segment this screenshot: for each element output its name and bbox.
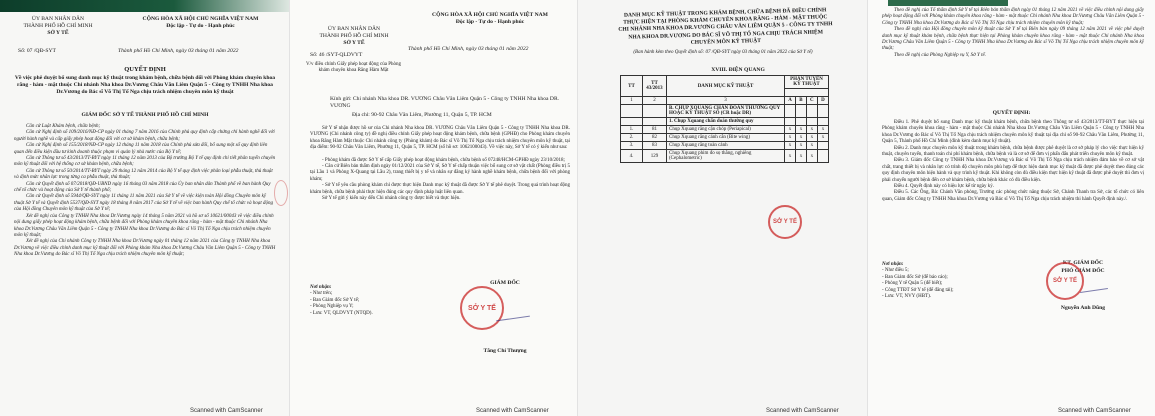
document-page-2	[290, 0, 578, 416]
paragraph: - Căn cứ Biên bản thẩm định ngày 01/12/2021 của Sở Y tế, Sở Y tế chấp thuận việc bổ sung cơ sở vật chất (Phòng điều trị 5 tại Lầu 1 và Phòng X-Quang tại Lầu 2), trang thiết bị y tế và nhân sự đăng ký hành nghề khám bệnh, chữa bệnh đối với phòng khám;	[310, 164, 570, 182]
national-motto: Độc lập - Tự do - Hạnh phúc	[166, 23, 235, 30]
header-left-line: SỞ Y TẾ	[343, 40, 365, 47]
document-page-4	[868, 0, 1155, 416]
sub-header: 2	[643, 97, 667, 105]
recipient-item: - Như trên;	[310, 291, 333, 297]
document-page-1	[0, 0, 290, 416]
paragraph: Căn cứ Thông tư số 50/2014/TT-BYT ngày 29 tháng 12 năm 2014 của Bộ Y tế quy định việc phân loại phẫu thuật, thủ thuật và định mức nhân lực trong từng ca phẫu thuật, thủ thuật;	[14, 168, 273, 181]
national-motto: Độc lập - Tự do - Hạnh phúc	[455, 19, 525, 26]
letter-subject: V/v điều chỉnh Giấy phép hoạt động của Phòng khám chuyên khoa Răng Hàm Mặt	[306, 62, 401, 74]
paragraph: Xét đề nghị của Công ty TNHH Nha khoa Dr.Vương ngày 14 tháng 5 năm 2021 và hồ sơ số 10621/00043 về việc điều chỉnh nội dung giấy phép hoạt động khám bệnh, chữa bệnh đối với Phòng khám chuyên khoa răng - hàm - mặt thuộc Chi nhánh Nha khoa Dr.Vương Châu Văn Liêm Quận 5 - Công ty TNHH Nha khoa Dr.Vương do Bác sĩ Võ Thị Tố Nga chịu trách nhiệm chuyên môn kỹ thuật;	[14, 213, 274, 238]
signer-name: Nguyễn Anh Dũng	[1060, 305, 1106, 311]
header-left-line: ỦY BAN NHÂN DÂN	[31, 16, 85, 22]
seal-text: SỞ Y TẾ	[773, 219, 797, 225]
table-row: 4. 129 Chụp Xquang phim đo sọ thẳng, nghiêng (Cephalometric) x x x	[621, 150, 829, 163]
table-row: 1. 81 Chụp Xquang răng cận chóp (Periapical) x x x x	[621, 126, 829, 134]
annex-reference: (Ban hành kèm theo Quyết định số: 07 /QĐ-SYT ngày 03 tháng 01 năm 2022 của Sở Y tế)	[633, 50, 813, 55]
signer-name: Tăng Chí Thượng	[483, 348, 527, 354]
official-seal	[460, 286, 504, 330]
header-left-line: THÀNH PHỐ HỒ CHÍ MINH	[319, 33, 389, 40]
header-left-line: THÀNH PHỐ HỒ CHÍ MINH	[23, 23, 93, 30]
decision-heading: QUYẾT ĐỊNH:	[992, 110, 1031, 116]
header-left-line: SỞ Y TẾ	[47, 30, 69, 37]
paragraph: Sở Y tế nhận được hồ sơ của Chi nhánh Nha khoa DR. VƯƠNG Châu Văn Liêm Quận 5 - Công ty TNHH Nha khoa DR. VƯƠNG (Chi nhánh công ty) đề nghị điều chỉnh Giấy phép hoạt động khám bệnh, chữa bệnh (GPHĐ) cho Phòng khám chuyên khoa Răng Hàm Mặt thuộc Chi nhánh công ty (Phòng khám) do Bác sĩ Võ Thị Tố Nga chịu trách nhiệm chuyên môn kỹ thuật, tại địa điểm: 90-92 Châu Văn Liêm, Phường 11, Quận 5, TP. HCM (số hồ sơ: 1062100043). Về việc này, Sở Y tế có ý kiến như sau:	[310, 126, 570, 151]
recipient-item: - Ban Giám đốc Sở (để báo cáo);	[882, 274, 948, 280]
paragraph: Căn cứ Quyết định số 07/2018/QĐ-UBND ngày 16 tháng 03 năm 2018 của Ủy ban nhân dân Thành phố về ban hành Quy chế tổ chức và hoạt động của Sở Y tế thành phố;	[14, 181, 271, 194]
paragraph: - Sở Y tế yêu cầu phòng khám chỉ được thực hiện Danh mục kỹ thuật đã được Sở Y tế phê duyệt. Trong quá trình hoạt động khám bệnh, chữa bệnh phải thực hiện đúng các quy định pháp luật liên quan.	[310, 183, 570, 195]
header-right	[118, 16, 283, 30]
header-left-line: ỦY BAN NHÂN DÂN	[327, 26, 381, 32]
recipients-list	[310, 285, 420, 317]
col-header: TT 43/2013	[643, 76, 667, 97]
paragraph: - Phòng khám đã được Sở Y tế cấp Giấy phép hoạt động khám bệnh, chữa bệnh số 07248/HCM-GPHĐ ngày 23/10/2018;	[322, 157, 565, 163]
recipients-title: Nơi nhận:	[310, 285, 332, 290]
sub-header: B	[796, 97, 807, 105]
paragraph: Căn cứ Luật Khám bệnh, chữa bệnh;	[26, 124, 101, 129]
document-number: Số: 07 /QĐ-SYT	[18, 48, 56, 54]
paragraph: Xét đề nghị của Chi nhánh Công ty TNHH Nha khoa Dr.Vương ngày 01 tháng 12 năm 2021 của Công ty TNHH Nha khoa Dr.Vương về việc điều chỉnh danh mục kỹ thuật đối với Phòng khám Nha khoa Dr.Vương Châu Văn Liêm Quận 5 - Công ty TNHH Nha khoa Dr.Vương do Bác sĩ Võ Thị Tố Nga chịu trách nhiệm chuyên môn kỹ thuật;	[14, 239, 276, 258]
document-title: QUYẾT ĐỊNH	[124, 66, 166, 73]
decision-articles	[882, 120, 1144, 203]
scan-edge-band	[888, 0, 1008, 6]
signer-title: PHÓ GIÁM ĐỐC	[1061, 268, 1105, 274]
paragraph: Sở Y tế gửi ý kiến này đến Chi nhánh công ty được biết và thực hiện.	[322, 196, 461, 202]
recipient-item: - Ban Giám đốc Sở Y tế;	[310, 297, 360, 303]
col-header: PHÂN TUYẾN KỸ THUẬT	[785, 76, 829, 89]
national-title: CỘNG HÒA XÃ HỘI CHỦ NGHĨA VIỆT NAM	[142, 16, 259, 22]
signature	[1080, 288, 1108, 293]
recipient-item: - Lưu: VT, QLDVYT (NTQD).	[310, 310, 373, 316]
scanner-watermark: Scanned with CamScanner	[1058, 408, 1131, 414]
recipient-item: - Công TTĐT Sở Y tế (để đăng tải);	[882, 287, 954, 293]
paragraph: Căn cứ Nghị định số 109/2016/NĐ-CP ngày 01 tháng 7 năm 2016 của Chính phủ quy định cấp chứng chỉ hành nghề đối với người hành nghề và cấp giấy phép hoạt động đối với cơ sở khám bệnh, chữa bệnh;	[14, 130, 275, 142]
recipients-list	[882, 262, 992, 300]
table-row: 2. 82 Chụp Xquang răng cánh cắn (Bite wing) x x x x	[621, 134, 829, 142]
table-group: B. CHỤP XQUANG CHẨN ĐOÁN THƯỜNG QUY HOẶC KỸ THUẬT SỐ (CR hoặc DR)	[667, 105, 785, 118]
letter-body	[310, 126, 570, 202]
document-subtitle: Về việc phê duyệt bổ sung danh mục kỹ thuật trong khám bệnh, chữa bệnh đối với Phòng khám chuyên khoa răng - hàm - mặt thuộc Chi nhánh Nha khoa Dr.Vương Châu Văn Liêm Quận 5 - Công ty TNHH Nha khoa Dr.Vương do Bác sĩ Võ Thị Tố Nga chịu trách nhiệm chuyên môn kỹ thuật	[14, 75, 276, 96]
paragraph: Theo đề nghị của Hội đồng chuyên môn kỹ thuật của Sở Y tế tại Biên bản ngày 09 tháng 12 năm 2021 về việc phê duyệt danh mục kỹ thuật khám bệnh, chữa bệnh thực hiện tại Phòng khám chuyên khoa răng - hàm - mặt thuộc Chi nhánh Nha khoa Dr.Vương Châu Văn Liêm Quận 5 - Công ty TNHH Nha khoa Dr.Vương do Bác sĩ Võ Thị Tố Nga chịu trách nhiệm chuyên môn kỹ thuật;	[882, 27, 1144, 52]
table-group: 1. Chụp Xquang chẩn đoán thường quy	[667, 118, 785, 126]
document-number: Số: 46 /SYT-QLDVYT	[310, 52, 363, 58]
sub-header: A	[785, 97, 796, 105]
col-header: DANH MỤC KỸ THUẬT	[667, 76, 785, 97]
sub-header: C	[806, 97, 817, 105]
scan-edge-band	[0, 0, 290, 12]
sub-header: 3	[667, 97, 785, 105]
paragraph: Căn cứ Thông tư số 43/2013/TT-BYT ngày 11 tháng 12 năm 2013 của Bộ trưởng Bộ Y tế quy định chi tiết phân tuyến chuyên môn kỹ thuật đối với hệ thống cơ sở khám bệnh, chữa bệnh;	[14, 156, 276, 168]
recipient-item: - Lưu: VT, NVY (HBT).	[882, 294, 931, 300]
official-seal	[1046, 262, 1084, 300]
col-header: TT	[621, 76, 643, 97]
document-date: Thành phố Hồ Chí Minh, ngày 03 tháng 01 năm 2022	[408, 46, 529, 52]
article: Điều 1. Phê duyệt bổ sung Danh mục kỹ thuật khám bệnh, chữa bệnh theo Thông tư số 43/2013/TT-BYT thực hiện tại Phòng khám chuyên khoa răng - hàm - mặt thuộc Chi nhánh Nha khoa Dr.Vương Châu Văn Liêm Quận 5 - Công ty TNHH Nha khoa Dr.Vương do Bác sĩ Võ Thị Tố Nga chịu trách nhiệm chuyên môn kỹ thuật tại địa chỉ số 90-92 Châu Văn Liêm, Phường 11, Quận 5, Thành phố Hồ Chí Minh (đính kèm danh mục kỹ thuật).	[882, 120, 1144, 145]
document-date: Thành phố Hồ Chí Minh, ngày 03 tháng 01 năm 2022	[118, 48, 239, 54]
seal-text: SỞ Y TẾ	[468, 304, 496, 312]
paragraph: Căn cứ Nghị định số 155/2018/NĐ-CP ngày 12 tháng 11 năm 2018 của Chính phủ sửa đổi, bổ sung một số quy định liên quan đến điều kiện đầu tư kinh doanh thuộc phạm vi quản lý nhà nước của Bộ Y tế;	[14, 143, 268, 155]
sub-header: D	[817, 97, 828, 105]
paragraph: Căn cứ Quyết định số 5944/QĐ-SYT ngày 11 tháng 11 năm 2021 của Sở Y tế về việc kiện toàn Hội đồng Chuyên môn kỹ thuật Sở Y tế và Quyết định 5537/QĐ-SYT ngày 18 tháng 8 năm 2017 của Sở Y tế về việc ban hành Quy chế tổ chức và hoạt động của Hội đồng Chuyên môn kỹ thuật của Sở Y tế;	[14, 194, 274, 213]
letter-recipient: Kính gửi: Chi nhánh Nha khoa DR. VƯƠNG Châu Văn Liêm Quận 5 - Công ty TNHH Nha khoa DR. VƯƠNG	[330, 96, 560, 110]
official-seal	[768, 205, 802, 239]
issuing-authority: GIÁM ĐỐC SỞ Y TẾ THÀNH PHỐ HỒ CHÍ MINH	[81, 112, 209, 118]
scanner-watermark: Scanned with CamScanner	[766, 408, 839, 414]
document-page-3	[578, 0, 868, 416]
article: Điều 2. Danh mục chuyên môn kỹ thuật trong khám bệnh, chữa bệnh được phê duyệt là cơ sở pháp lý cho việc thực hiện kỹ thuật, chuyên tuyến, thanh toán chi phí khám bệnh, chữa bệnh và là cơ sở để đơn vị phấn đấu phát triển chuyên môn kỹ thuật.	[882, 145, 1144, 158]
article: Điều 3. Giám đốc Công ty TNHH Nha khoa Dr.Vương và Bác sĩ Võ Thị Tố Nga chịu trách nhiệm đảm bảo về cơ sở vật chất, trang thiết bị và nhân lực có trình độ chuyên môn phù hợp để thực hiện danh mục kỹ thuật đã được phê duyệt theo đúng các quy định chuyên môn hiện hành và quy trình kỹ thuật. Khi không còn đủ điều kiện thực hiện kỹ thuật đã được phê duyệt thì đơn vị phải chuyển người bệnh đến cơ sở khám bệnh, chữa bệnh khác có đủ điều kiện.	[882, 158, 1144, 183]
header-left	[304, 26, 404, 48]
technique-table	[620, 75, 829, 163]
scanner-watermark: Scanned with CamScanner	[190, 408, 263, 414]
seal-text: SỞ Y TẾ	[1053, 278, 1077, 284]
recipient-item: - Phòng Nghiệp vụ Y;	[310, 304, 354, 310]
recipients-title: Nơi nhận:	[882, 262, 904, 267]
signer-title: KT. GIÁM ĐỐC	[1062, 260, 1104, 266]
annex-section: XVIII. ĐIỆN QUANG	[711, 67, 765, 73]
signer-title: GIÁM ĐỐC	[490, 280, 520, 286]
header-right	[405, 12, 575, 26]
recipient-item: - Như điều 5;	[882, 268, 909, 274]
annex-heading: DANH MỤC KỸ THUẬT TRONG KHÁM BỆNH, CHỮA BỆNH ĐÃ ĐIỀU CHỈNH THỰC HIỆN TẠI PHÒNG KHÁM CHUYÊN KHOA RĂNG - HÀM - MẶT THUỘC CHI NHÁNH NHA KHOA DR.VƯƠNG CHÂU VĂN LIÊM QUẬN 5 - CÔNG TY TNHH NHA KHOA DR.VƯƠNG DO BÁC SĨ VÕ THỊ TỐ NGA CHỊU TRÁCH NHIỆM CHUYÊN MÔN KỸ THUẬT	[618, 7, 833, 46]
article: Điều 4. Quyết định này có hiệu lực kể từ ngày ký.	[894, 184, 994, 190]
preamble	[882, 8, 1144, 59]
margin-stamp-fragment	[274, 180, 288, 206]
paragraph: Theo đề nghị của Phòng Nghiệp vụ Y, Sở Y tế.	[894, 52, 986, 58]
paragraph: Theo đề nghị của Tổ thẩm định Sở Y tế tại Biên bản thẩm định ngày 01 tháng 12 năm 2021 về việc điều chỉnh nội dung giấy phép hoạt động đối với Phòng khám chuyên khoa răng - hàm - mặt thuộc Chi nhánh Nha khoa Dr.Vương Châu Văn Liêm Quận 5 - Công ty TNHH Nha khoa Dr.Vương do Bác sĩ Võ Thị Tố Nga chịu trách nhiệm chuyên môn kỹ thuật;	[882, 8, 1144, 26]
national-title: CỘNG HÒA XÃ HỘI CHỦ NGHĨA VIỆT NAM	[432, 12, 548, 18]
scanner-watermark: Scanned with CamScanner	[476, 408, 549, 414]
letter-address: Địa chỉ: 90-92 Châu Văn Liêm, Phường 11, Quận 5, TP. HCM	[352, 112, 492, 118]
legal-basis	[14, 124, 276, 259]
sub-header: 1	[621, 97, 643, 105]
header-left	[8, 16, 108, 38]
recipient-item: - Phòng Y tế Quận 5 (để biết);	[882, 281, 943, 287]
article: Điều 5. Các Ông, Bà: Chánh Văn phòng, Trưởng các phòng chức năng thuộc Sở, Chánh Thanh tra Sở, các tổ chức có liên quan, Giám đốc Công ty TNHH Nha khoa Dr.Vương và Bác sĩ Võ Thị Tố Nga chịu trách nhiệm thi hành Quyết định này./.	[882, 190, 1144, 202]
table-row: 3. 83 Chụp Xquang răng toàn cảnh x x x	[621, 142, 829, 150]
